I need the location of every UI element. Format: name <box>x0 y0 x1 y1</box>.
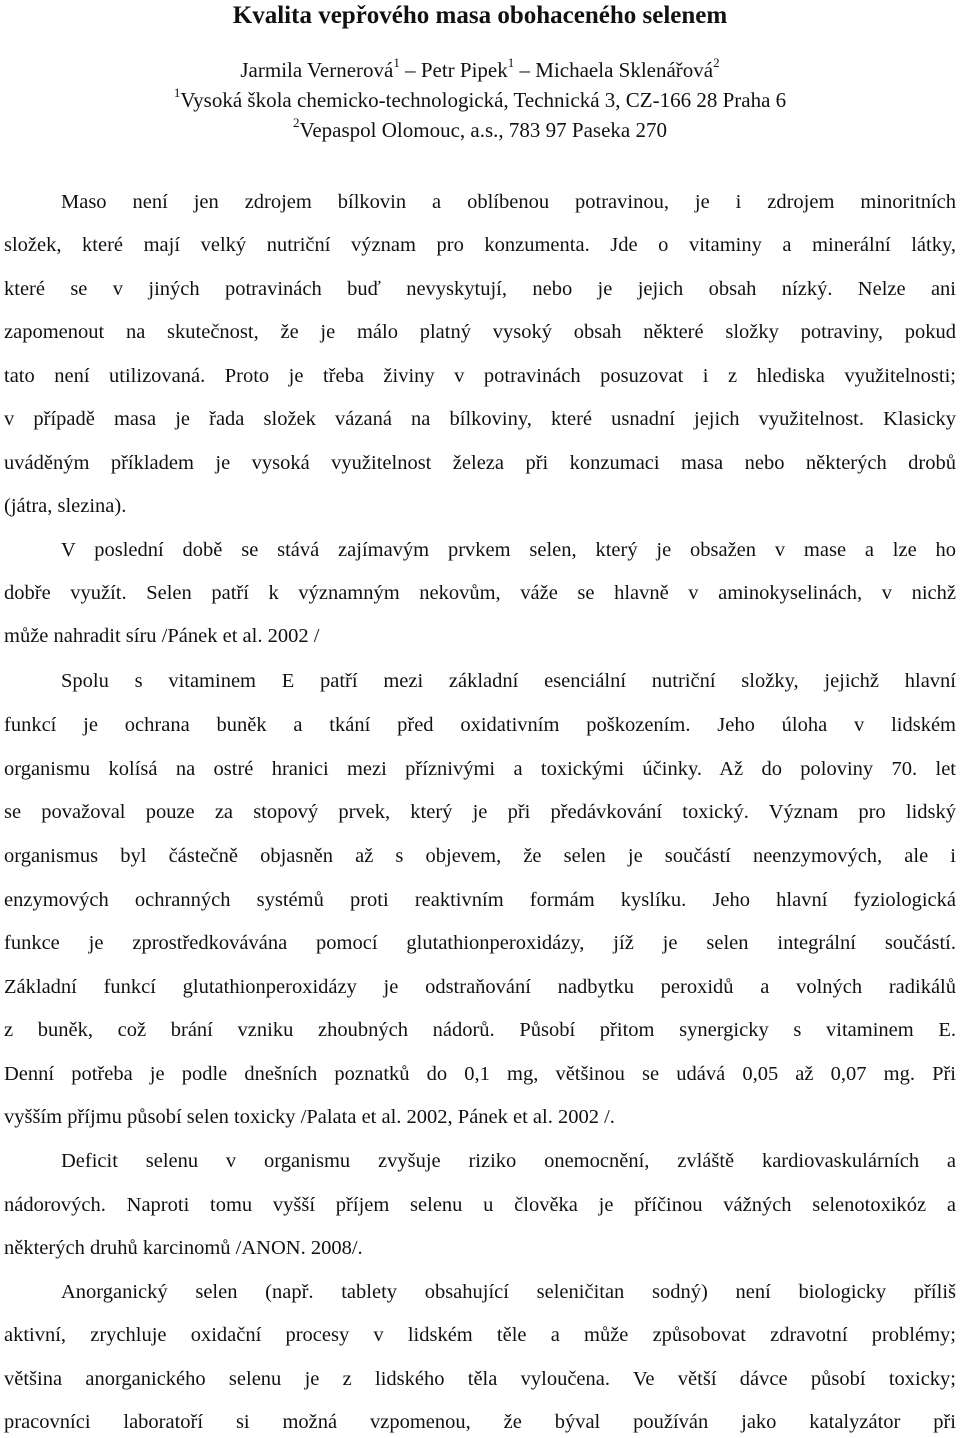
body-text-line: složek, které mají velký nutriční význam pro konzumenta. Jde o vitaminy a minerální látky, <box>4 234 956 256</box>
body-text-line: organismus byl částečně objasněn až s objevem, že selen je součástí neenzymových, ale i <box>4 845 956 867</box>
body-text-line: nádorových. Naproti tomu vyšší příjem selenu u člověka je příčinou vážných selenotoxikóz a <box>4 1194 956 1216</box>
body-text-line: Základní funkcí glutathionperoxidázy je odstraňování nadbytku peroxidů a volných radikálů <box>4 976 956 998</box>
body-text-line: Anorganický selen (např. tablety obsahující seleničitan sodný) není biologicky příliš <box>61 1281 956 1303</box>
body-text-line: funkcí je ochrana buněk a tkání před oxidativním poškozením. Jeho úloha v lidském <box>4 714 956 736</box>
body-text-line: z buněk, což brání vzniku zhoubných nádorů. Působí přitom synergicky s vitaminem E. <box>4 1019 956 1041</box>
body-text-line: V poslední době se stává zajímavým prvkem selen, který je obsažen v mase a lze ho <box>61 539 956 561</box>
body-text-line: funkce je zprostředkovávána pomocí glutathionperoxidázy, jíž je selen integrální součástí. <box>4 932 956 954</box>
body-text-line: Spolu s vitaminem E patří mezi základní esenciální nutriční složky, jejichž hlavní <box>61 670 956 692</box>
body-text-line: enzymových ochranných systémů proti reaktivním formám kyslíku. Jeho hlavní fyziologická <box>4 889 956 911</box>
body-text-line: tato není utilizovaná. Proto je třeba živiny v potravinách posuzovat i z hlediska využitelnosti; <box>4 365 956 387</box>
author-2-affil: 1 <box>507 55 515 70</box>
body-text-line: v případě masa je řada složek vázaná na bílkoviny, které usnadní jejich využitelnost. Klasicky <box>4 408 956 430</box>
author-separator: – <box>399 58 421 82</box>
body-text-line: aktivní, zrychluje oxidační procesy v lidském těle a může způsobovat zdravotní problémy; <box>4 1324 956 1346</box>
body-text-line: (játra, slezina). <box>4 495 127 517</box>
author-3: Michaela Sklenářová <box>535 58 714 82</box>
body-text-line: některých druhů karcinomů /ANON. 2008/. <box>4 1237 363 1259</box>
body-text-line: uváděným příkladem je vysoká využitelnost železa při konzumaci masa nebo některých drobů <box>4 452 956 474</box>
body-text-line: Deficit selenu v organismu zvyšuje riziko onemocnění, zvláště kardiovaskulárních a <box>61 1150 956 1172</box>
body-text-line: pracovníci laboratoří si možná vzpomenou, že býval používán jako katalyzátor při <box>4 1411 956 1433</box>
affiliation-2-text: Vepaspol Olomouc, a.s., 783 97 Paseka 270 <box>299 118 667 142</box>
body-text-line: většina anorganického selenu je z lidského těla vyloučena. Ve větší dávce působí toxicky; <box>4 1368 956 1390</box>
author-1: Jarmila Vernerová <box>240 58 394 82</box>
author-line <box>0 56 960 84</box>
body-text-line: vyšším příjmu působí selen toxicky /Palata et al. 2002, Pánek et al. 2002 /. <box>4 1106 615 1128</box>
paper-title: Kvalita vepřového masa obohaceného selenem <box>232 2 728 29</box>
author-1-affil: 1 <box>393 55 400 70</box>
body-text-line: které se v jiných potravinách buď nevyskytují, nebo je jejich obsah nízký. Nelze ani <box>4 278 956 300</box>
body-text-line: dobře využít. Selen patří k významným nekovům, váže se hlavně v aminokyselinách, v nichž <box>4 582 956 604</box>
affiliation-1 <box>0 86 960 114</box>
affiliation-1-mark: 1 <box>173 85 181 100</box>
body-text-line: se považoval pouze za stopový prvek, který je při předávkování toxický. Význam pro lidský <box>4 801 956 823</box>
body-text-line: Denní potřeba je podle dnešních poznatků do 0,1 mg, většinou se udává 0,05 až 0,07 mg. Při <box>4 1063 956 1085</box>
affiliation-2 <box>0 116 960 144</box>
body-text-line: organismu kolísá na ostré hranici mezi příznivými a toxickými účinky. Až do poloviny 70. let <box>4 758 956 780</box>
author-2: Petr Pipek <box>420 58 508 82</box>
body-text-line: může nahradit síru /Pánek et al. 2002 / <box>4 625 320 647</box>
author-separator: – <box>514 58 536 82</box>
affiliation-1-text: Vysoká škola chemicko-technologická, Technická 3, CZ-166 28 Praha 6 <box>180 88 787 112</box>
body-text-line: Maso není jen zdrojem bílkovin a oblíbenou potravinou, je i zdrojem minoritních <box>61 191 956 213</box>
affiliation-2-mark: 2 <box>293 115 300 130</box>
body-text-line: zapomenout na skutečnost, že je málo platný vysoký obsah některé složky potraviny, pokud <box>4 321 956 343</box>
author-3-affil: 2 <box>713 55 720 70</box>
